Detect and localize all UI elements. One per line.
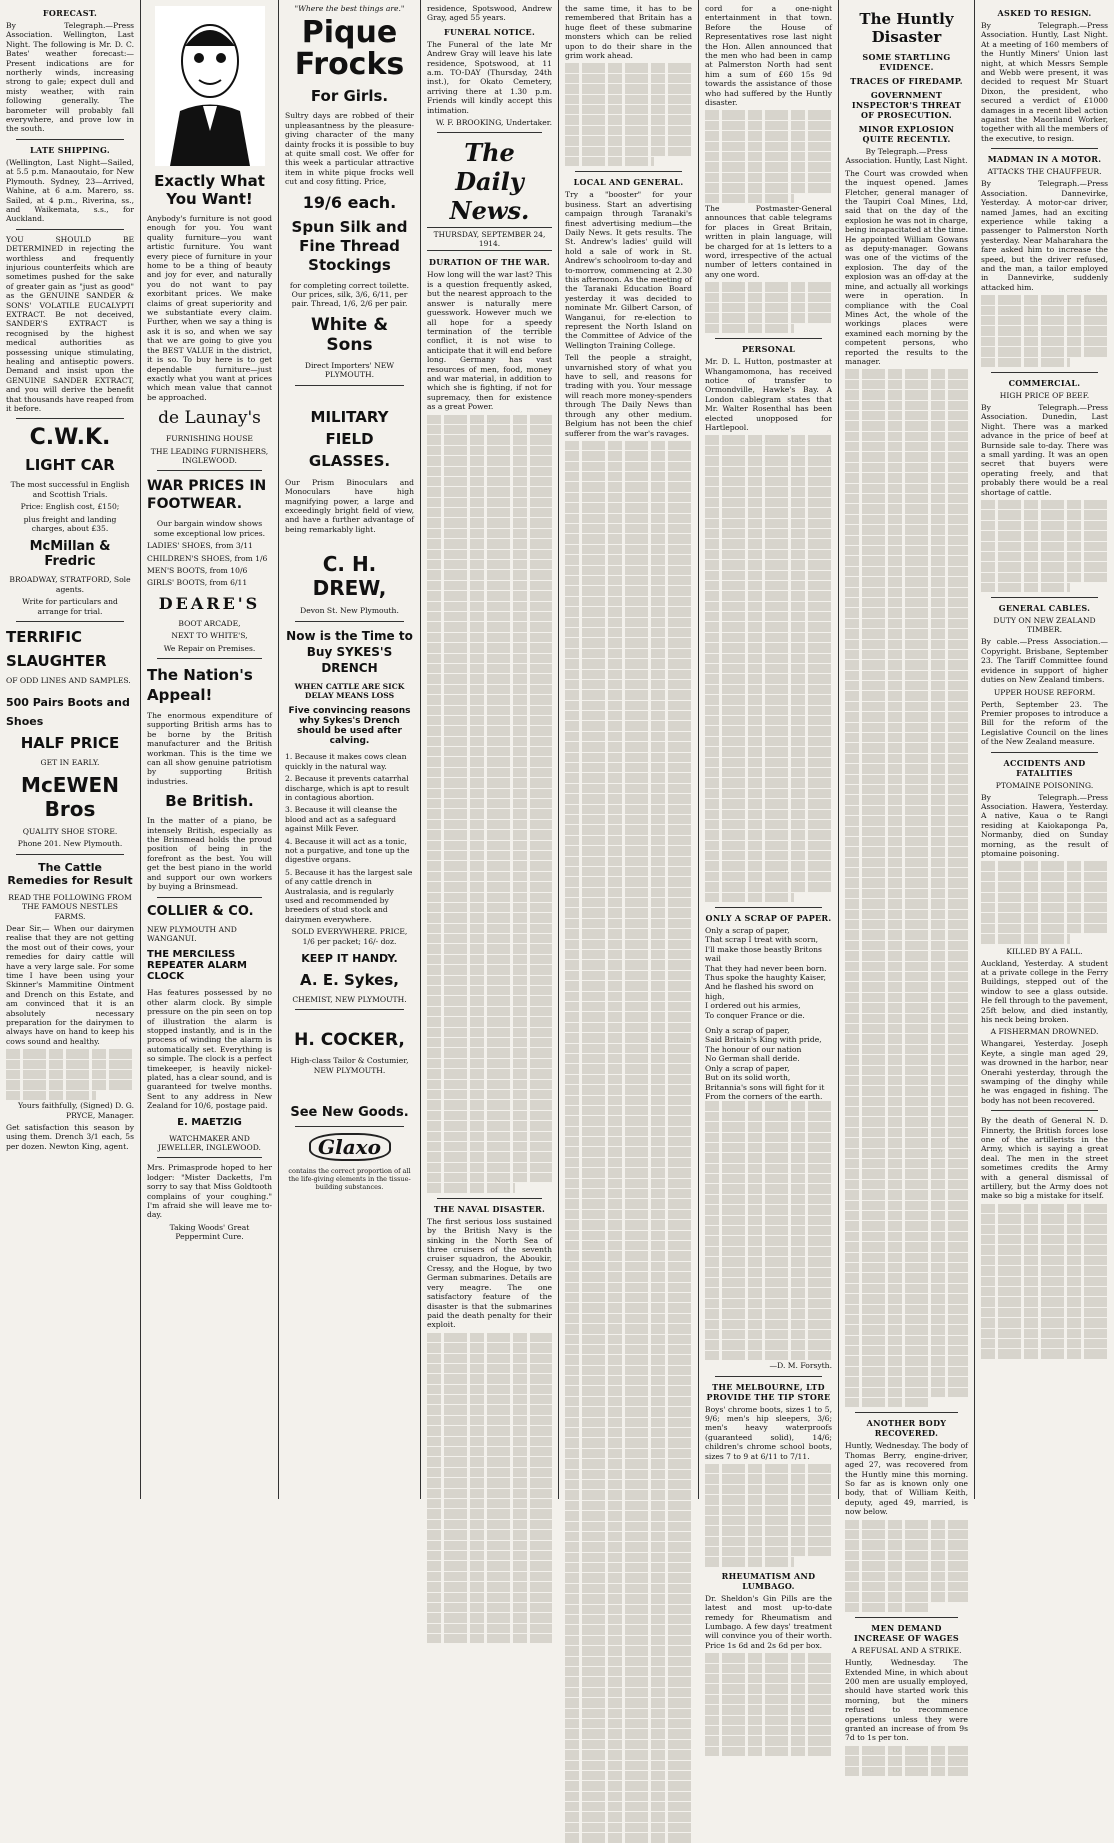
melbourne-heading: THE MELBOURNE, LTD PROVIDE THE TIP STORE	[706, 1381, 831, 1402]
sykes-reasons-title: Five convincing reasons why Sykes's Drench should be used after calving.	[288, 706, 411, 747]
poem-sign: —D. M. Forsyth.	[769, 1361, 832, 1371]
duration-heading: DURATION OF THE WAR.	[428, 257, 551, 268]
wages-text: Huntly, Wednesday. The Extended Mine, in which about 200 men are usually employed, should have started work this morning, but the miners refused to recommence operations unless they were granted an increase of from 9s 7d to 1s per ton.	[845, 1658, 968, 1743]
column-1	[0, 0, 140, 1499]
war-line-4: GIRLS' BOOTS, from 6/11	[147, 578, 248, 588]
masthead: The Daily News.	[449, 138, 530, 226]
madman-sub: ATTACKS THE CHAUFFEUR.	[987, 167, 1102, 177]
poem-line: That they had never been born.	[705, 963, 827, 973]
delaunay-title: de Launay's	[158, 408, 261, 429]
column-3	[278, 0, 420, 1499]
cwk-sub: LIGHT CAR	[25, 456, 115, 475]
postmaster-text: The Postmaster-General announces that cable telegrams for places in Great Britain, written in plain language, will be charged for at 1s letters to a word, irrespective of the actual number of letters contained in any one word.	[705, 203, 832, 279]
issue-date: THURSDAY, SEPTEMBER 24, 1914.	[427, 227, 552, 251]
poem-line: To conquer France or die.	[705, 1010, 805, 1020]
rheum-heading: RHEUMATISM AND LUMBAGO.	[721, 1570, 816, 1591]
mcmillan-addr: BROADWAY, STRATFORD, Sole agents.	[9, 575, 131, 594]
get-early: GET IN EARLY.	[40, 757, 100, 767]
naval-heading: THE NAVAL DISASTER.	[433, 1203, 546, 1214]
poem-line: That scrap I treat with scorn,	[705, 935, 819, 945]
personal-text: Mr. D. L. Hutton, postmaster at Whangamomona, has received notice of transfer to Ormondville, Hawke's Bay. A London cablegram states that Mr. Walter Rosenthal has been elected unopposed for Hartlepool.	[705, 357, 832, 433]
bound-text: Perth, September 23. The Premier proposes to introduce a Bill for the reform of the Legislative Council on the lines of the New Zealand measure.	[981, 699, 1108, 747]
delaunay-sub: FURNISHING HOUSE	[166, 434, 253, 444]
sykes-reason-1: 1. Because it makes cows clean quickly in the natural way.	[285, 752, 407, 771]
collier-sub: NEW PLYMOUTH AND WANGANUI.	[147, 924, 237, 943]
accidents-heading: ACCIDENTS AND FATALITIES	[1003, 757, 1086, 778]
poem-line: Thus spoke the haughty Kaiser,	[705, 973, 826, 983]
where-text: "Where the best things are."	[294, 4, 405, 13]
local-text: Try a "booster" for your business. Start an advertising campaign through Taranaki's finest advertising medium—the Daily News. It gets results. The St. Andrew's ladies' guild will hold a sale of work in St. Andrew's schoolroom to-day and to-morrow, commencing at 2.30 this afternoon. As the meeting of the Taranaki Education Board yesterday it was decided to nominate Mr. Gilbert Carson, of Wanganui, for re-election to represent the North Island on the Committee of Advice of the Wellington Training College.	[565, 190, 692, 350]
cattle-foot: Get satisfaction this season by using them. Drench 3/1 each, 5s per dozen. Newton King, agent.	[6, 1122, 134, 1151]
cattle-text: Dear Sir,— When our dairymen realise that they are not getting the most out of their cows, your remedies for dairy cattle will have a very large sale. For some time I have been using your Skinner's Mammitine Ointment and Drench on this Estate, and am convinced that it is an absolutely necessary preparation for the dairymen to always have on hand to keep his cows sound and healthy.	[6, 923, 134, 1046]
pairs: 500 Pairs Boots and	[6, 695, 130, 709]
slaughter-sub: OF ODD LINES AND SAMPLES.	[6, 676, 131, 686]
maetzig-title: E. MAETZIG	[177, 1116, 242, 1128]
column-6	[698, 0, 838, 1650]
sykes-price: SOLD EVERYWHERE. PRICE, 1/6 per packet; 16/- doz.	[291, 927, 408, 946]
funeral-heading: FUNERAL NOTICE.	[443, 26, 536, 37]
funeral-text: The Funeral of the late Mr Andrew Gray will leave his late residence, Spotswood, at 11 a.m. TO-DAY (Thursday, 24th inst.), for Okato Cemetery, arriving there at 1.30 p.m. Friends will kindly accept this intimation.	[427, 39, 552, 115]
poem-line: Only a scrap of paper,	[705, 1026, 790, 1036]
column-7	[838, 0, 974, 1743]
terrific: TERRIFIC	[6, 628, 82, 647]
mcmillan-note: Write for particulars and arrange for trial.	[22, 597, 118, 616]
deare-addr: NEXT TO WHITE'S,	[171, 631, 248, 641]
sykes-sub: WHEN CATTLE ARE SICK DELAY MEANS LOSS	[294, 681, 405, 700]
huntly-sub-3: GOVERNMENT INSPECTOR'S THREAT OF PROSECUTION.	[851, 90, 962, 120]
mcmillan-title: McMillan & Fredric	[29, 539, 111, 570]
glaxo-logo: Glaxo	[309, 1133, 391, 1161]
deare-note: We Repair on Premises.	[163, 643, 256, 653]
drew-title: C. H. DREW,	[312, 552, 387, 601]
british-text: In the matter of a piano, be intensely British, especially as the Brinsmead holds the proud position of being in the forefront as the best. You will get the best piano in the world and support our own workers by buying a Brinsmead.	[147, 816, 272, 892]
shoes: Shoes	[6, 714, 44, 728]
pique-sub: For Girls.	[310, 87, 389, 106]
half-price: HALF PRICE	[20, 733, 120, 752]
pique-price: 19/6 each.	[302, 192, 397, 212]
sykes-chemist-sub: CHEMIST, NEW PLYMOUTH.	[292, 995, 407, 1005]
mcewen: McEWEN Bros	[21, 772, 119, 821]
ptomaine-heading: PTOMAINE POISONING.	[995, 780, 1094, 790]
poem-line: I ordered out his armies,	[705, 1001, 801, 1011]
sykes-title: Now is the Time to Buy SYKES'S DRENCH	[286, 628, 413, 675]
c6-top: cord for a one-night entertainment in that town. Before the House of Representatives rose last night the Hon. Allen announced that the men who had been in camp at Palmerston North had sent him a sum of £60 15s 9d towards the assistance of those who had suffered by the Huntly disaster.	[705, 4, 832, 108]
mcewen-sub: QUALITY SHOE STORE.	[22, 826, 118, 836]
clock-title: THE MERCILESS REPEATER ALARM CLOCK	[147, 949, 247, 983]
sanders-ad: YOU SHOULD BE DETERMINED in rejecting the worthless and frequently injurious counterfeits which are sometimes pushed for the sake of greater gain as "just as good" as the GENUINE SANDER & SONS' VOLATILE EUCALYPTI EXTRACT. Be not deceived, SANDER'S EXTRACT is recognised by the highest medical authorities as possessing unique stimulating, healing and antiseptic powers. Demand and insist upon the GENUINE SANDER EXTRACT, and you will derive the benefit that thousands have reaped from it before.	[6, 234, 134, 414]
lodger-sign: Taking Woods' Great Peppermint Cure.	[169, 1222, 250, 1242]
column-2	[140, 0, 278, 1499]
wages-sub: A REFUSAL AND A STRIKE.	[851, 1646, 962, 1656]
naval-text: The first serious loss sustained by the British Navy is the sinking in the North Sea of three cruisers of the seventh cruiser squadron, the Aboukir, Cressy, and the Hogue, by two German submarines. Details are very meagre. The one satisfactory feature of the disaster is that the submarines paid the death penalty for their exploit.	[427, 1216, 552, 1330]
mcewen-phone: Phone 201. New Plymouth.	[17, 839, 123, 849]
resign-heading: ASKED TO RESIGN.	[997, 8, 1092, 18]
cocker-title: H. COCKER,	[294, 1030, 405, 1051]
pique-title: Pique Frocks	[294, 15, 405, 83]
shipping-text: (Wellington, Last Night—Sailed, at 5.5 p.m. Manaoutaio, for New Plymouth. Sydney, 23—Arrived, Wahine, at 6 a.m. Marero, ss. Sailed, at 4 p.m., Riverina, ss., and Waikemata, s.s., for Auckland.	[6, 157, 134, 224]
war-line-1: LADIES' SHOES, from 3/11	[147, 541, 253, 551]
madman-heading: MADMAN IN A MOTOR.	[987, 154, 1102, 165]
poem-line: But on its solid worth,	[705, 1073, 791, 1083]
white-sub: Direct Importers' NEW PLYMOUTH.	[304, 360, 395, 380]
timber-heading: DUTY ON NEW ZEALAND TIMBER.	[993, 616, 1096, 635]
new-goods: See New Goods.	[290, 1105, 409, 1121]
poem-line: And he flashed his sword on high,	[705, 982, 814, 1001]
huntly-text: The Court was crowded when the inquest opened. James Fletcher, general manager of the Taupiri Coal Mines, Ltd, said that on the day of the explosion he was not in charge, being incapacitated at the time. He appointed William Gowans as deputy-manager. Gowans was one of the victims of the explosion. The day of the explosion was an off-day at the mine, and actually all workings were in operation. In compliance with the Coal Mines Act, the whole of the workings places were examined each morning by the competent persons, who reported the results to the manager.	[845, 168, 968, 366]
huntly-sub-4: MINOR EXPLOSION QUITE RECENTLY.	[858, 124, 955, 144]
c5-top: the same time, it has to be remembered that Britain has a huge fleet of these submarine monsters which can be relied upon to do their share in the grim work ahead.	[565, 4, 692, 61]
war-line-2: CHILDREN'S SHOES, from 1/6	[147, 553, 268, 563]
huntly-sub-1: SOME STARTLING EVIDENCE.	[862, 52, 951, 72]
poem-line: The honour of our nation	[705, 1044, 802, 1054]
shipping-heading: LATE SHIPPING.	[30, 144, 110, 155]
commercial-heading: COMMERCIAL.	[1008, 377, 1081, 388]
forecast-heading: FORECAST.	[42, 8, 98, 18]
local-heading: LOCAL AND GENERAL.	[573, 177, 684, 188]
cwk-plus: plus freight and landing charges, about £35.	[23, 514, 117, 534]
poem-line: Only a scrap of paper,	[705, 926, 790, 936]
bound-heading: UPPER HOUSE REFORM.	[993, 687, 1096, 697]
huntly-heading: The Huntly Disaster	[859, 10, 954, 46]
poem-line: I'll make those beastly Britons wail	[705, 944, 822, 964]
cables-heading: GENERAL CABLES.	[998, 603, 1091, 614]
column-4	[420, 0, 558, 1499]
military-text: Our Prism Binoculars and Monoculars have high magnifying power, a large and exceedingly bright field of view, and have a further advantage of being remarkably light.	[285, 477, 414, 534]
timber-text: By cable.—Press Association.—Copyright. Brisbane, September 23. The Tariff Committee found evidence in support of higher duties on New Zealand timbers.	[981, 637, 1108, 685]
rheum-text: Dr. Sheldon's Gin Pills are the latest and most up-to-date remedy for Rheumatism and Lumbago. A few days' treatment will convince you of their worth. Price 1s 6d and 2s 6d per box.	[705, 1593, 832, 1650]
want-title: Exactly What You Want!	[154, 172, 265, 208]
glaxo-text: contains the correct proportion of all the life-giving elements in the tissue-building substances.	[288, 1167, 411, 1192]
spun-text: for completing correct toilette. Our prices, silk, 3/6, 6/11, per pair. Thread, 1/6, 2/6 per pair.	[289, 280, 410, 309]
white-title: White & Sons	[310, 314, 389, 355]
recovered-text: Huntly, Wednesday. The body of Thomas Berry, engine-driver, aged 27, was recovered from the Huntly mine this morning. So far as is known only one body, that of William Keith, deputy, aged 49, married, is now below.	[845, 1441, 968, 1517]
beef-text: By Telegraph.—Press Association. Dunedin, Last Night. There was a marked advance in the price of beef at Burnside sale to-day. There was a small yarding. It was an open secret that buyers were operating freely, and that probably there would be a real shortage of cattle.	[981, 402, 1108, 497]
beef-heading: HIGH PRICE OF BEEF.	[999, 390, 1090, 400]
poem-line: No German shall deride.	[705, 1054, 800, 1064]
personal-heading: PERSONAL	[741, 344, 796, 355]
resign-text: By Telegraph.—Press Association. Huntly, Last Night. At a meeting of 160 members of the Huntly Miners' Union last night, at which Messrs Semple and Webb were present, it was decided to request Mr Stuart Dixon, the president, who secured a verdict of £1000 damages in a recent libel action against the Maoriland Worker, together with all the members of the executive, to resign.	[981, 21, 1108, 143]
collier-title: COLLIER & CO.	[147, 903, 254, 919]
cwk-title: C.W.K.	[29, 425, 111, 451]
deare-title: DEARE'S	[158, 593, 261, 613]
final-text: By the death of General N. D. Finnerty, the British forces lose one of the artillerists in the Army, which is saying a great deal. The men in the street sometimes credits the Army with a general dismissal of artillery, but the Army does not make so big a mistake for itself.	[981, 1116, 1108, 1201]
madman-text: By Telegraph.—Press Association. Dannevirke, Yesterday. A motor-car driver, named James, had an exciting experience while taking a passenger to Palmerston North yesterday. Near Maharahara the fare asked him to increase the speed, but the driver refused, and the man, a tailor employed in Dannevirke, suddenly attacked him.	[981, 179, 1108, 292]
military-title: MILITARY FIELD GLASSES.	[308, 407, 391, 470]
column-8	[974, 0, 1114, 1499]
huntly-sub-2: TRACES OF FIREDAMP.	[850, 76, 963, 86]
scrap-poem	[705, 926, 832, 1101]
drowned-text: Whangarei, Yesterday. Joseph Keyte, a single man aged 29, was drowned in the harbor, near Onerahi yesterday, through the swamping of the dinghy while he was engaged in fishing. The body has not been recovered.	[981, 1039, 1108, 1105]
pique-text: Sultry days are robbed of their unpleasantness by the pleasure-giving character of the many dainty frocks it is possible to buy at quite small cost. We offer for this week a particular attractive item in white pique frocks well cut and cosy fitting. Price,	[285, 111, 414, 187]
sykes-reason-5: 5. Because it has the largest sale of any cattle drench in Australasia, and is regularly used and recommended by breeders of stud stock and dairymen everywhere.	[285, 867, 413, 924]
funeral-sign: W. F. BROOKING, Undertaker.	[435, 118, 552, 128]
sykes-chemist: A. E. Sykes,	[300, 971, 399, 990]
recovered-heading: ANOTHER BODY RECOVERED.	[866, 1418, 947, 1439]
war-text: Our bargain window shows some exceptional low prices.	[153, 519, 266, 538]
poem-line: From the corners of the earth.	[705, 1091, 823, 1101]
melbourne-text: Boys' chrome boots, sizes 1 to 5, 9/6; men's hip sleepers, 3/6; men's heavy waterproofs (guaranteed solid), 14/6; children's chrome school boots, sizes 7 to 9 at 6/11 to 7/11.	[705, 1404, 832, 1461]
cocker-sub: High-class Tailor & Costumier, NEW PLYMOUTH.	[290, 1056, 409, 1075]
cattle-sub: READ THE FOLLOWING FROM THE FAMOUS NESTLES FARMS.	[8, 892, 132, 921]
fall-heading: KILLED BY A FALL.	[1006, 946, 1083, 956]
maetzig-sub: WATCHMAKER AND JEWELLER, INGLEWOOD.	[158, 1133, 261, 1152]
wages-heading: MEN DEMAND INCREASE OF WAGES	[854, 1623, 959, 1644]
c4-top: residence, Spotswood, Andrew Gray, aged 55 years.	[427, 4, 552, 23]
nation-title: The Nation's Appeal!	[147, 666, 253, 704]
war-title: WAR PRICES IN FOOTWEAR.	[147, 478, 267, 513]
spun-title: Spun Silk and Fine Thread Stockings	[291, 217, 408, 274]
war-line-3: MEN'S BOOTS, from 10/6	[147, 565, 248, 575]
duration-text: How long will the war last? This is a question frequently asked, but the nearest approach to the answer is naturally mere guesswork. However much we all hope for a speedy termination of the terrible conflict, it is not wise to anticipate that it will end before long. Germany has vast resources of men, food, money and war material, in addition to which she is fighting, if not for supremacy, then for existence as a great Power.	[427, 270, 552, 412]
fall-text: Auckland, Yesterday. A student at a private college in the Ferry Buildings, stepped out of the window to see a glass outside. He fell through to the pavement, 25ft below, and died instantly, his neck being broken.	[981, 958, 1108, 1024]
poem-line: Britannia's sons will fight for it	[705, 1082, 825, 1092]
drowned-heading: A FISHERMAN DROWNED.	[990, 1027, 1099, 1037]
british-title: Be British.	[165, 792, 254, 811]
sykes-reason-4: 4. Because it will act as a tonic, not a purgative, and tone up the digestive organs.	[285, 836, 410, 865]
huntly-dateline: By Telegraph.—Press Association. Huntly, Last Night.	[845, 147, 968, 166]
sykes-reason-3: 3. Because it will cleanse the blood and act as a safeguard against Milk Fever.	[285, 805, 398, 834]
forecast-text: By Telegraph.—Press Association. Wellington, Last Night. The following is Mr. D. C. Bates' weather forecast:— Present indications are for northerly winds, increasing strong to gale; expect dull and misty weather, with rain following generally. The barometer will probably fall everywhere, and prove low in the south.	[6, 21, 134, 134]
cwk-price: Price: English cost, £150;	[20, 502, 120, 512]
cattle-title: The Cattle Remedies for Result	[7, 860, 133, 887]
cattle-sign: Yours faithfully, (Signed) D. G. PRYCE, Manager.	[17, 1101, 134, 1120]
keep-handy: KEEP IT HANDY.	[301, 952, 398, 966]
lodger-text: Mrs. Primasprode hoped to her lodger: "Mister Dacketts, I'm sorry to say that Miss Goldtooth complains of your coughing." I'm afraid she will leave me to-day.	[147, 1163, 272, 1220]
poem-line: Only a scrap of paper,	[705, 1063, 790, 1073]
column-5	[558, 0, 698, 1499]
man-illustration	[155, 6, 265, 166]
scrap-heading: ONLY A SCRAP OF PAPER.	[705, 913, 832, 924]
sykes-reason-2: 2. Because it prevents catarrhal discharge, which is apt to result in contagious abortion.	[285, 774, 410, 802]
slaughter: SLAUGHTER	[6, 652, 107, 671]
cwk-desc: The most successful in English and Scottish Trials.	[10, 480, 130, 499]
drew-addr: Devon St. New Plymouth.	[300, 606, 399, 616]
want-text: Anybody's furniture is not good enough for you. You want quality furniture—you want artistic furniture. You want every piece of furniture in your home to be a thing of beauty and joy for ever, and naturally you do not want to pay exorbitant prices. We make claims of great superiority and we substantiate every claim. Further, when we say a thing is ask it is so, and when we say that we are going to give you the BEST VALUE in the district, it is so. To buy here is to get dependable furniture—just exactly what you want at prices which mean value that cannot be approached.	[147, 214, 272, 402]
poem-line: Said Britain's King with pride,	[705, 1035, 822, 1045]
local-text-2: Tell the people a straight, unvarnished story of what you have to sell, and reasons for trading with you. Your message will reach more money-spenders through The Daily News than through any other medium. Belgium has not been the chief sufferer from the war's ravages.	[565, 353, 692, 438]
clock-text: Has features possessed by no other alarm clock. By simple pressure on the pin seen on top of illustration the alarm is stopped instantly, and is in the process of winding the alarm is automatically set. Everything is so simple. The clock is a perfect timekeeper, is heavily nickel-plated, has a clear sound, and is guaranteed for twelve months. Sent to any address in New Zealand for 10/6, postage paid.	[147, 988, 272, 1111]
deare-sub: BOOT ARCADE,	[178, 618, 241, 628]
nation-text: The enormous expenditure of supporting British arms has to be borne by the British manufacturer and the British workman. This is the time we can all show genuine patriotism by supporting British industries.	[147, 711, 272, 786]
ptomaine-text: By Telegraph.—Press Association. Hawera, Yesterday. A native, Kaua o te Rangi residing at Kaiokaponga Pa, Normanby, died on Sunday morning, as the result of ptomaine poisoning.	[981, 792, 1108, 858]
delaunay-addr: THE LEADING FURNISHERS, INGLEWOOD.	[150, 446, 269, 465]
